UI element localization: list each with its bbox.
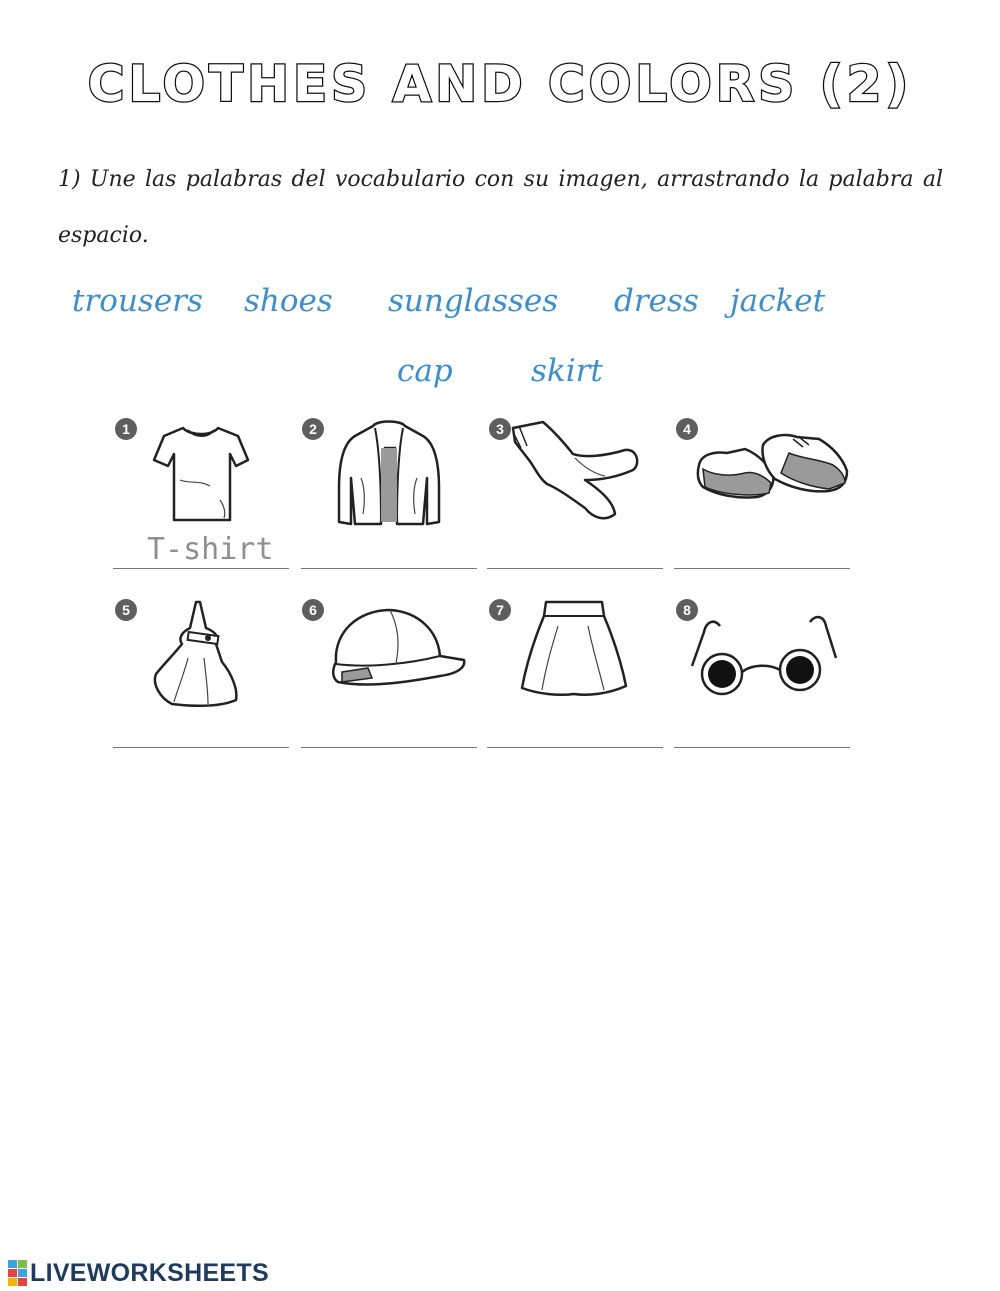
word-bank-item-trousers[interactable]: trousers <box>72 283 203 319</box>
instructions-text: 1) Une las palabras del vocabulario con su imagen, arrastrando la palabra al espacio. <box>58 167 943 248</box>
answer-drop-zone-4[interactable] <box>674 532 846 570</box>
worksheet-title: CLOTHES AND COLORS (2) <box>87 55 913 113</box>
cap-icon <box>328 602 468 694</box>
word-bank-item-skirt[interactable]: skirt <box>531 353 603 389</box>
item-number-badge: 2 <box>302 418 324 440</box>
item-number-badge: 7 <box>489 599 511 621</box>
answer-drop-zone-8[interactable] <box>674 711 846 749</box>
skirt-icon <box>518 596 630 700</box>
word-bank-item-cap[interactable]: cap <box>397 353 453 389</box>
sunglasses-icon <box>686 602 842 698</box>
answer-drop-zone-5[interactable] <box>113 711 285 749</box>
item-number-badge: 1 <box>115 418 137 440</box>
answer-drop-zone-6[interactable] <box>301 711 473 749</box>
word-bank-item-sunglasses[interactable]: sunglasses <box>388 283 559 319</box>
item-number-badge: 5 <box>115 599 137 621</box>
word-bank-item-dress[interactable]: dress <box>614 283 699 319</box>
answer-drop-zone-2[interactable] <box>301 532 473 570</box>
answer-drop-zone-3[interactable] <box>487 532 659 570</box>
liveworksheets-logo[interactable] <box>8 1259 269 1287</box>
liveworksheets-mark-icon <box>8 1260 28 1286</box>
answer-drop-zone-7[interactable] <box>487 711 659 749</box>
dress-icon <box>148 598 248 710</box>
word-bank-item-shoes[interactable]: shoes <box>244 283 333 319</box>
trousers-icon <box>505 418 645 523</box>
brand-name: LIVEWORKSHEETS <box>30 1258 269 1287</box>
word-bank-item-jacket[interactable]: jacket <box>730 283 826 319</box>
shoes-icon <box>693 425 853 515</box>
jacket-icon <box>335 418 445 530</box>
t-shirt-icon <box>150 420 250 530</box>
item-number-badge: 6 <box>302 599 324 621</box>
item-number-badge: 3 <box>489 418 511 440</box>
answer-drop-zone-1[interactable]: T-shirt <box>147 532 274 567</box>
item-number-badge: 8 <box>676 599 698 621</box>
item-number-badge: 4 <box>676 418 698 440</box>
